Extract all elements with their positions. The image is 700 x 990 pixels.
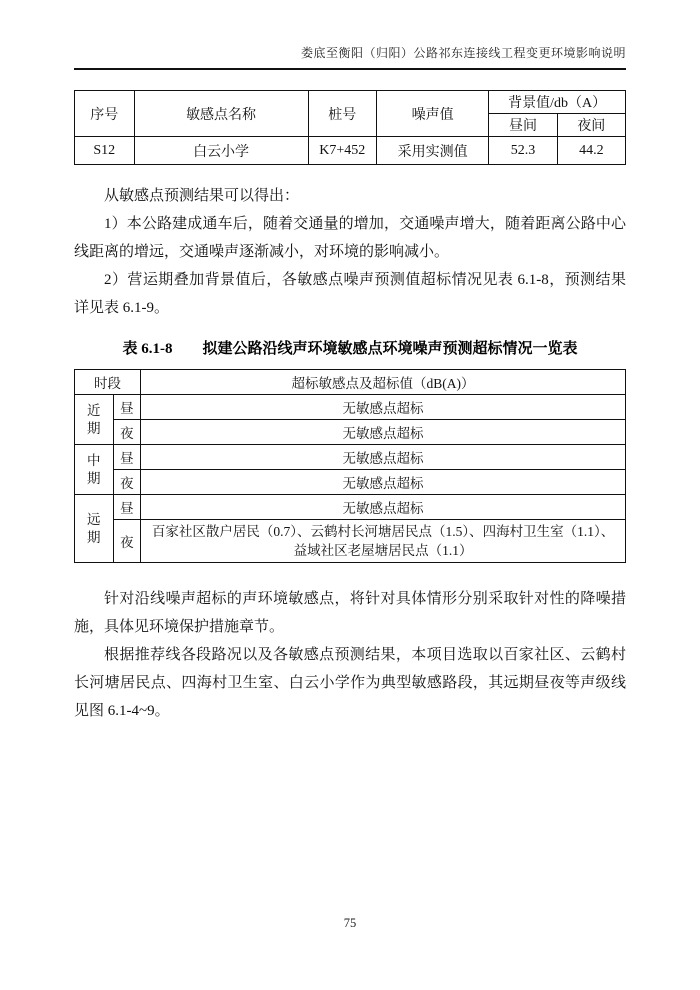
col-header-seq: 序号 <box>75 91 135 137</box>
cell-period-mid: 中期 <box>75 445 114 495</box>
header-title: 娄底至衡阳（归阳）公路祁东连接线工程变更环境影响说明 <box>300 46 626 60</box>
paragraph-measures: 针对沿线噪声超标的声环境敏感点，将针对具体情形分别采取针对性的降噪措施，具体见环境保护措施章节。 <box>74 591 626 635</box>
cell-day-label: 昼 <box>113 395 141 420</box>
body-text-block-2 <box>74 585 626 725</box>
table-title-label: 表 6.1-8 <box>122 341 173 357</box>
cell-mid-day-value: 无敏感点超标 <box>141 445 626 470</box>
col-header-nighttime: 夜间 <box>557 114 625 137</box>
col-header-exceedance: 超标敏感点及超标值（dB(A)） <box>141 370 626 395</box>
cell-night-label: 夜 <box>113 470 141 495</box>
body-text-block-1 <box>74 182 626 322</box>
cell-period-far: 远期 <box>75 495 114 563</box>
col-header-period: 时段 <box>75 370 141 395</box>
cell-noise: 采用实测值 <box>376 137 488 165</box>
cell-night-value: 44.2 <box>557 137 625 165</box>
cell-night-label: 夜 <box>113 520 141 563</box>
col-header-name: 敏感点名称 <box>134 91 308 137</box>
col-header-daytime: 昼间 <box>489 114 557 137</box>
cell-far-day-value: 无敏感点超标 <box>141 495 626 520</box>
cell-night-label: 夜 <box>113 420 141 445</box>
sensitive-point-background-table <box>74 90 626 165</box>
cell-name: 白云小学 <box>134 137 308 165</box>
page-number: 75 <box>343 916 357 930</box>
table-row-far-night <box>75 520 626 563</box>
cell-day-value: 52.3 <box>489 137 557 165</box>
noise-exceedance-table <box>74 369 626 563</box>
cell-day-label: 昼 <box>113 495 141 520</box>
paragraph-point-2: 2）营运期叠加背景值后，各敏感点噪声预测值超标情况见表 6.1-8，预测结果详见表 6.1-9。 <box>74 272 626 316</box>
col-header-stake: 桩号 <box>308 91 376 137</box>
cell-mid-night-value: 无敏感点超标 <box>141 470 626 495</box>
table-row-mid-day <box>75 445 626 470</box>
paragraph-point-1: 1）本公路建成通车后，随着交通量的增加，交通噪声增大，随着距离公路中心线距离的增远，交通噪声逐渐减小，对环境的影响减小。 <box>74 216 626 260</box>
cell-period-near: 近期 <box>75 395 114 445</box>
table-row-far-day <box>75 495 626 520</box>
table-row-near-day <box>75 395 626 420</box>
cell-near-day-value: 无敏感点超标 <box>141 395 626 420</box>
table-row-mid-night <box>75 470 626 495</box>
cell-near-night-value: 无敏感点超标 <box>141 420 626 445</box>
page-header <box>74 0 626 70</box>
cell-far-night-value: 百家社区散户居民（0.7）、云鹤村长河塘居民点（1.5）、四海村卫生室（1.1）、益域社区老屋塘居民点（1.1） <box>141 520 626 563</box>
table-row-near-night <box>75 420 626 445</box>
table-row <box>75 137 626 165</box>
exceedance-header-row <box>75 370 626 395</box>
table-header-row <box>75 91 626 114</box>
col-header-noise: 噪声值 <box>376 91 488 137</box>
table-6-1-8-title <box>74 337 626 358</box>
cell-day-label: 昼 <box>113 445 141 470</box>
cell-stake: K7+452 <box>308 137 376 165</box>
table-title-text: 拟建公路沿线声环境敏感点环境噪声预测超标情况一览表 <box>202 341 578 357</box>
col-header-background-group: 背景值/db（A） <box>489 91 626 114</box>
paragraph-typical-sections: 根据推荐线各段路况以及各敏感点预测结果，本项目选取以百家社区、云鹤村长河塘居民点、四海村卫生室、白云小学作为典型敏感路段，其远期昼夜等声级线见图 6.1-4~9。 <box>74 647 626 719</box>
paragraph-intro: 从敏感点预测结果可以得出： <box>104 188 300 204</box>
cell-seq: S12 <box>75 137 135 165</box>
